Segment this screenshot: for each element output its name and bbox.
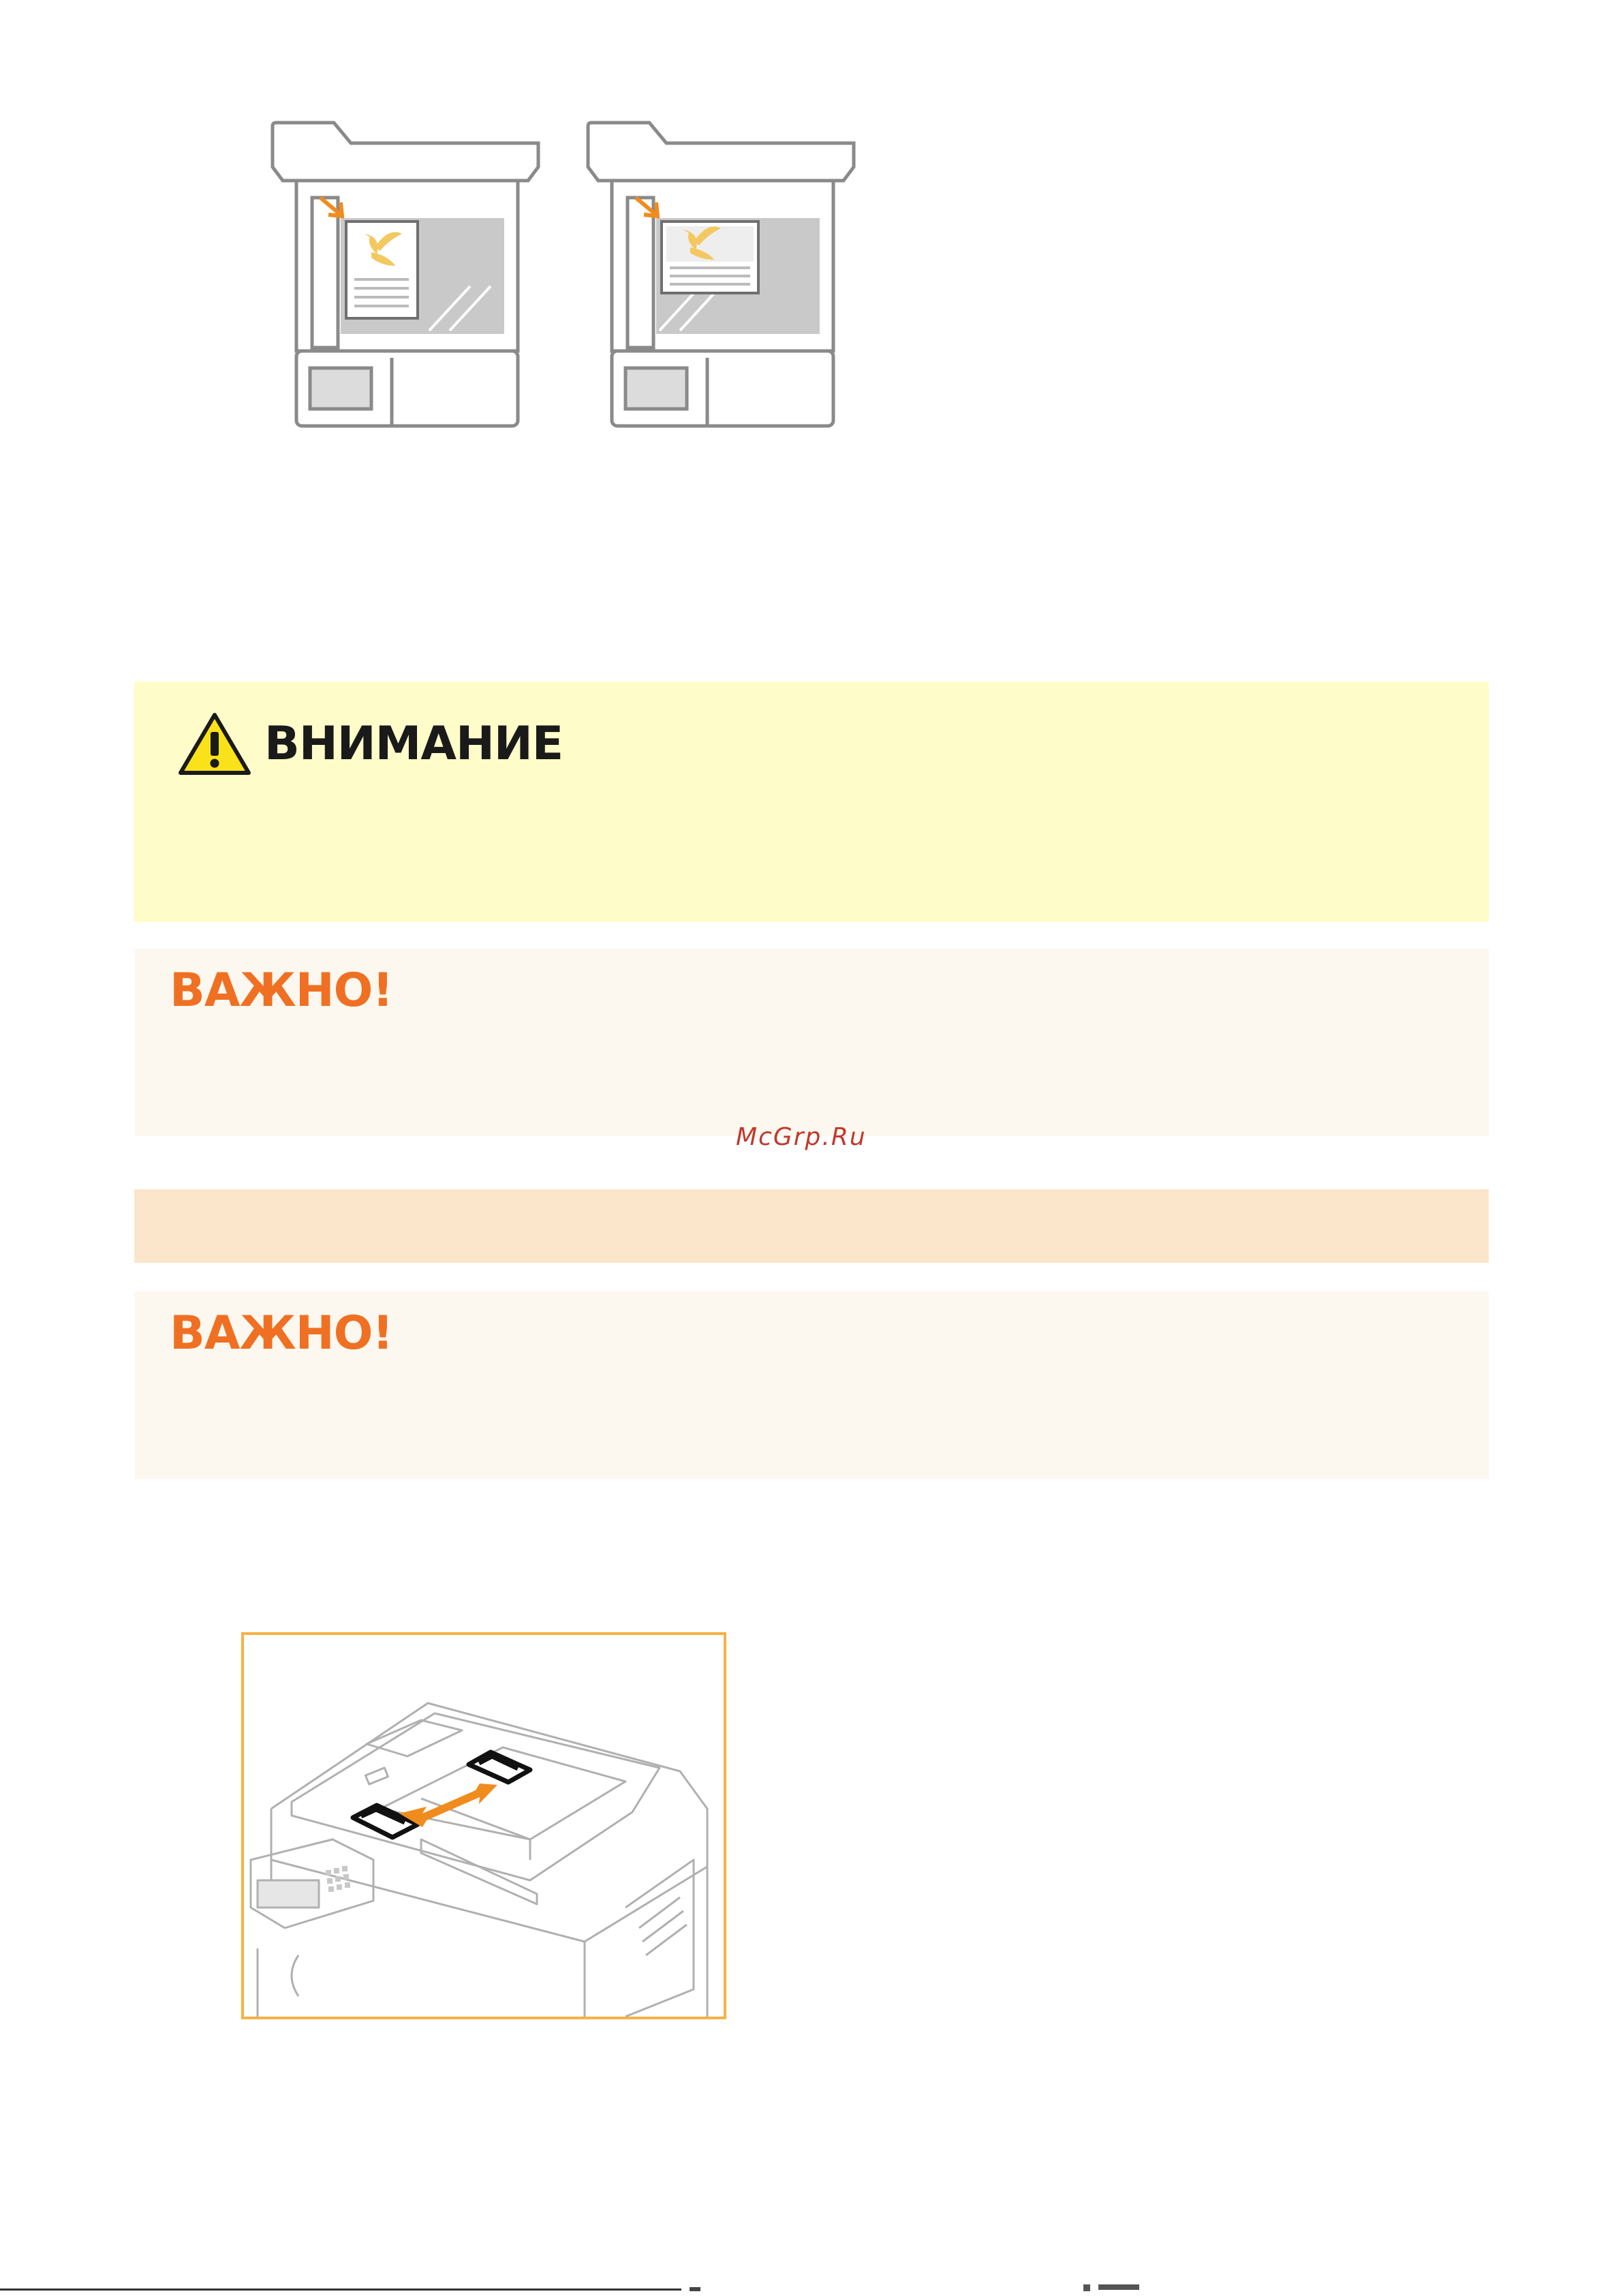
document-guide-left-icon <box>353 1805 418 1837</box>
section-header-bar <box>134 1189 1489 1263</box>
document-guide-right-icon <box>469 1752 530 1782</box>
warning-triangle-icon <box>177 711 252 776</box>
footer-divider <box>690 2287 700 2291</box>
footer-divider <box>1083 2284 1090 2291</box>
warning-heading <box>177 712 563 775</box>
printer-adf-icon <box>244 1635 724 2017</box>
footer-divider <box>1098 2284 1139 2290</box>
important-label: ВАЖНО! <box>170 964 393 1017</box>
important-callout <box>134 1291 1489 1479</box>
scanner-landscape-illustration <box>588 123 854 426</box>
footer-divider <box>0 2289 681 2291</box>
important-label: ВАЖНО! <box>170 1306 393 1360</box>
warning-label: ВНИМАНИЕ <box>264 716 563 771</box>
document-landscape-icon <box>666 226 754 284</box>
feeder-guides-illustration <box>241 1632 726 2019</box>
important-callout <box>134 949 1489 1136</box>
watermark-text: McGrp.Ru <box>736 1123 867 1151</box>
scanner-placement-illustration <box>266 112 879 433</box>
scanner-portrait-illustration <box>273 123 538 426</box>
